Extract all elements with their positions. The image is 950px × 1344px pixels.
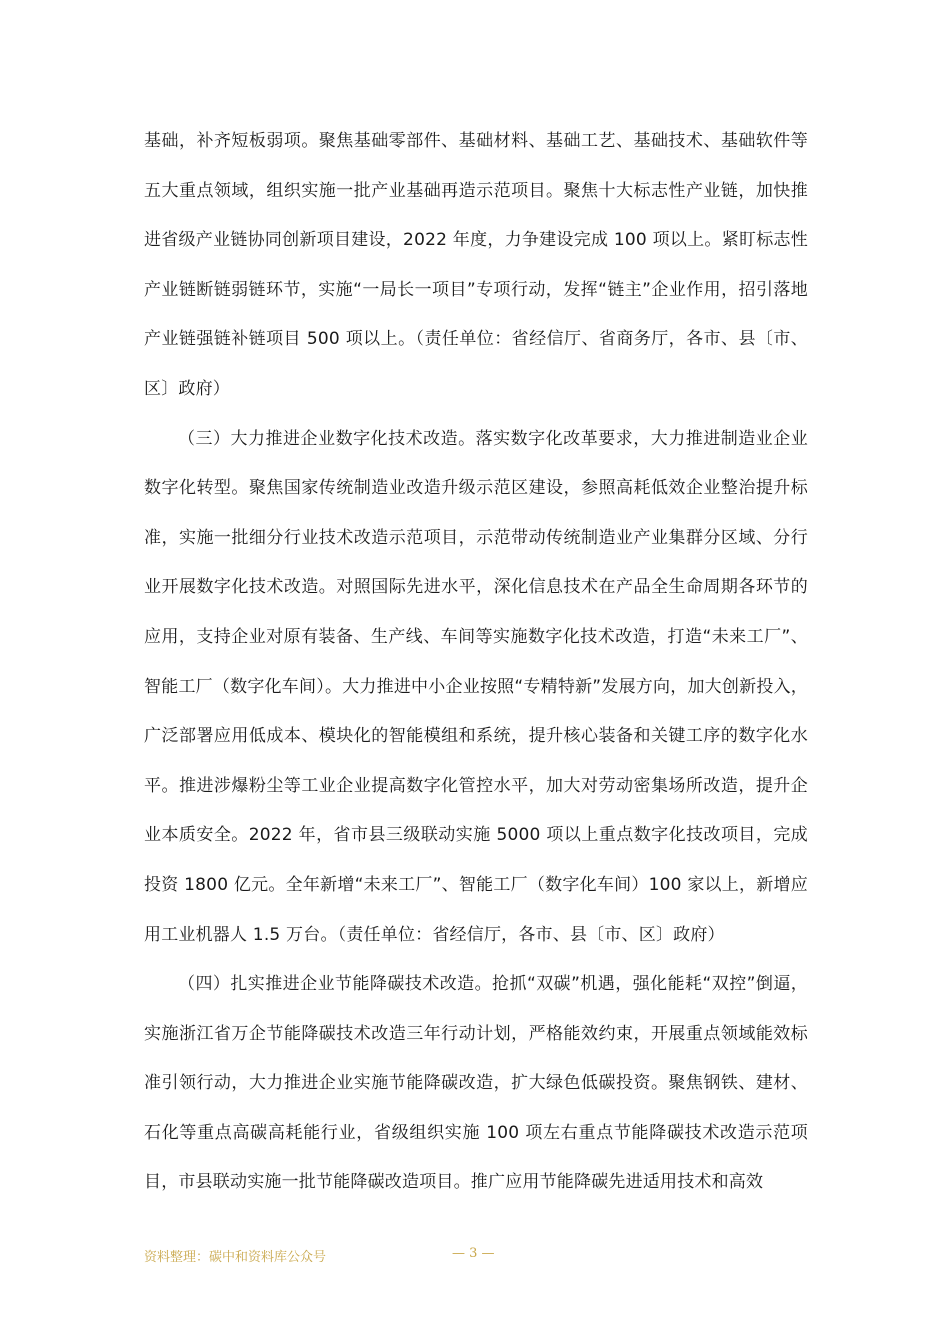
paragraph-continued: 基础，补齐短板弱项。聚焦基础零部件、基础材料、基础工艺、基础技术、基础软件等五大重点领域，组织实施一批产业基础再造示范项目。聚焦十大标志性产业链，加快推进省级产业链协同创新项目建设，2022 年度，力争建设完成 100 项以上。紧盯标志性产业链断链弱链环节，实施“一局长一项目”专项行动，发挥“链主”企业作用，招引落地产业链强链补链项目 500 项以上。（责任单位：省经信厅、省商务厅，各市、县〔市、区〕政府）	[144, 131, 808, 399]
body-text	[144, 117, 808, 1208]
footer-source-label: 资料整理：碳中和资料库公众号	[144, 1250, 327, 1265]
paragraph-energy-saving: （四）扎实推进企业节能降碳技术改造。抢抓“双碳”机遇，强化能耗“双控”倒逼，实施浙江省万企节能降碳技术改造三年行动计划，严格能效约束，开展重点领域能效标准引领行动，大力推进企业实施节能降碳改造，扩大绿色低碳投资。聚焦钢铁、建材、石化等重点高碳高耗能行业，省级组织实施 100 项左右重点节能降碳技术改造示范项目，市县联动实施一批节能降碳改造项目。推广应用节能降碳先进适用技术和高效	[144, 974, 808, 1193]
paragraph-digital-transformation: （三）大力推进企业数字化技术改造。落实数字化改革要求，大力推进制造业企业数字化转型。聚焦国家传统制造业改造升级示范区建设，参照高耗低效企业整治提升标准，实施一批细分行业技术改造示范项目，示范带动传统制造业产业集群分区域、分行业开展数字化技术改造。对照国际先进水平，深化信息技术在产品全生命周期各环节的应用，支持企业对原有装备、生产线、车间等实施数字化技术改造，打造“未来工厂”、智能工厂（数字化车间）。大力推进中小企业按照“专精特新”发展方向，加大创新投入，广泛部署应用低成本、模块化的智能模组和系统，提升核心装备和关键工序的数字化水平。推进涉爆粉尘等工业企业提高数字化管控水平，加大对劳动密集场所改造，提升企业本质安全。2022 年，省市县三级联动实施 5000 项以上重点数字化技改项目，完成投资 1800 亿元。全年新增“未来工厂”、智能工厂（数字化车间）100 家以上，新增应用工业机器人 1.5 万台。（责任单位：省经信厅，各市、县〔市、区〕政府）	[144, 428, 808, 945]
page-number: — 3 —	[452, 1246, 495, 1261]
